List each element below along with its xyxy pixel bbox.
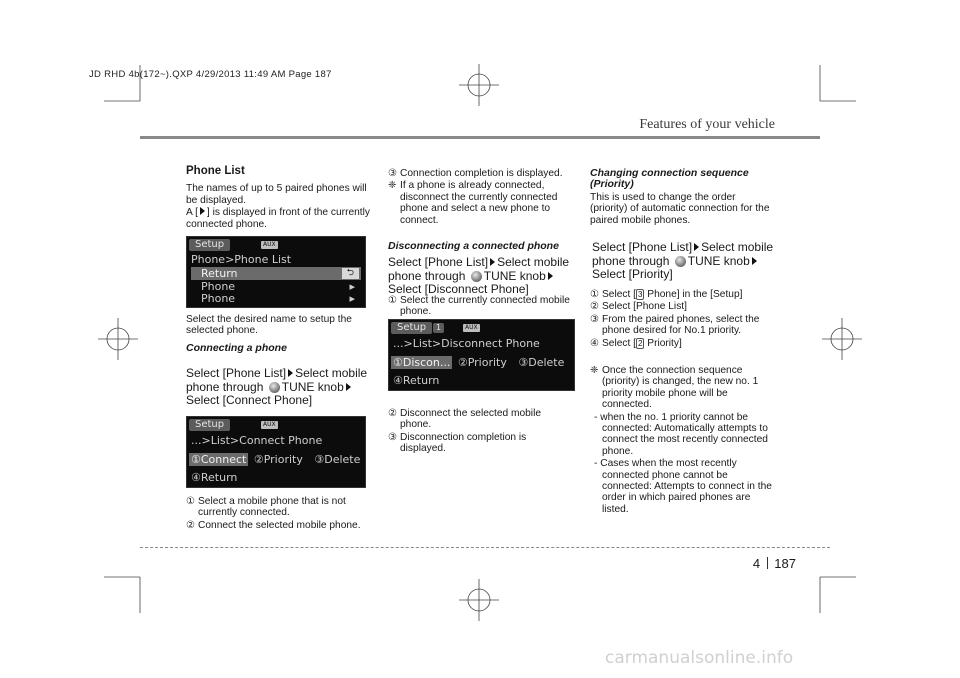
tune-knob-icon (471, 271, 482, 282)
play-arrow-icon (694, 243, 699, 251)
lcd-option-disconnect: ①Discon... (393, 356, 451, 369)
subheading-disconnecting: Disconnecting a connected phone (388, 240, 559, 252)
lcd-options (391, 356, 570, 369)
lcd-option-delete: ③Delete (314, 453, 361, 466)
paragraph: A [ ] is displayed in front of the currently connected phone. (186, 207, 370, 230)
list-item: ③ Connection completion is displayed. (388, 168, 563, 179)
instruction: Select [Phone List] Select mobile phone through TUNE knobSelect [Priority] (592, 240, 774, 282)
section-title: Features of your vehicle (639, 117, 775, 132)
page-number: 4 187 (752, 556, 796, 571)
subheading-priority: Changing connection sequence (Priority) (590, 167, 749, 191)
lcd-path: ...>List>Disconnect Phone (393, 337, 540, 350)
numbered-list (388, 408, 574, 455)
tune-knob-icon (675, 256, 686, 267)
arrow-right-icon: ▸ (349, 280, 355, 293)
lcd-number-badge: 1 (433, 323, 444, 333)
aux-badge: AUX (465, 324, 478, 331)
note: ❈ If a phone is already connected, disconnect the currently connected phone and select a new phone to connect. (388, 180, 558, 226)
dash-item: - when the no. 1 priority cannot be connected: Automatically attempts to connect the most recently connected phone. (594, 411, 768, 457)
numbered-list (590, 289, 774, 349)
lcd-option-priority: ②Priority (253, 453, 303, 466)
play-arrow-icon (288, 369, 293, 377)
list-item: ④ Select [ 2 Priority] (590, 337, 682, 349)
dash-item: - Cases when the most recently connected phone cannot be connected: Attempts to connect in the order in which paired phones are listed. (594, 458, 772, 515)
page-number-divider (767, 557, 768, 569)
note: ❈ Once the connection sequence (priority) is changed, the new no. 1 priority mobile phone will be connected. (590, 365, 759, 411)
list-item: ① Select [ 3 Phone] in the [Setup] (590, 289, 743, 300)
column-1 (186, 165, 372, 531)
tune-knob-icon (269, 382, 280, 393)
lcd-tab: Setup (189, 239, 230, 251)
list-item: ① Select the currently connected mobile phone. (388, 295, 570, 318)
aux-badge: AUX (263, 421, 276, 428)
lcd-option-return: ④Return (191, 471, 238, 484)
return-icon: ⮌ (342, 268, 359, 279)
play-arrow-icon (548, 272, 553, 280)
paragraph: The names of up to 5 paired phones will be displayed. (186, 183, 367, 206)
lcd-option-connect: ①Connect (191, 453, 247, 466)
watermark: carmanualsonline.info (605, 648, 794, 668)
instruction: Select [Phone List] Select mobile phone through TUNE knobSelect [Connect Phone] (186, 366, 368, 408)
lcd-options (189, 453, 361, 466)
play-arrow-icon (490, 258, 495, 266)
lcd-tab: Setup (391, 322, 432, 334)
print-slug: JD RHD 4b(172~).QXP 4/29/2013 11:49 AM Page 187 (89, 69, 332, 80)
column-2 (388, 168, 574, 455)
lcd-path: Phone>Phone List (191, 253, 292, 266)
aux-badge: AUX (263, 241, 276, 248)
paragraph: This is used to change the order (priority) of automatic connection for the paired mobile phones. (590, 191, 770, 226)
footer-dashed-rule (140, 547, 830, 548)
list-item: ② Select [Phone List] (590, 301, 687, 313)
instruction: Select [Phone List] Select mobile phone through TUNE knobSelect [Disconnect Phone] (388, 255, 570, 297)
list-item: ② Connect the selected mobile phone. (186, 519, 361, 531)
paragraph: Select the desired name to setup the selected phone. (186, 314, 352, 337)
arrow-right-icon: ▸ (349, 292, 355, 305)
header-rule (140, 136, 820, 139)
play-arrow-icon (752, 257, 757, 265)
lcd-row-phone: Phone ▸ (201, 280, 355, 293)
list-item: ③ From the paired phones, select the phone desired for No.1 priority. (590, 313, 760, 337)
numbered-list (186, 496, 372, 531)
list-item: ② Disconnect the selected mobile phone. (388, 408, 542, 431)
lcd-screen-phone-list (186, 236, 366, 308)
notes (590, 365, 774, 515)
column-3 (590, 167, 774, 515)
lcd-screen-connect (186, 416, 366, 488)
lcd-screen-disconnect (388, 319, 575, 391)
button-number-badge: 2 (637, 338, 643, 348)
button-number-badge: 3 (637, 290, 643, 299)
heading-phone-list: Phone List (186, 165, 245, 177)
play-arrow-icon (346, 383, 351, 391)
subheading-connecting: Connecting a phone (186, 342, 287, 354)
lcd-row-return: Return ⮌ (191, 267, 361, 280)
list-item: ③ Disconnection completion is displayed. (388, 431, 527, 455)
list-item: ① Select a mobile phone that is not currently connected. (186, 496, 346, 519)
lcd-option-delete: ③Delete (518, 356, 565, 369)
lcd-row-phone: Phone ▸ (201, 292, 355, 305)
lcd-option-priority: ②Priority (457, 356, 507, 369)
lcd-option-return: ④Return (393, 374, 440, 387)
play-arrow-icon (200, 207, 205, 215)
lcd-tab: Setup (189, 419, 230, 431)
lcd-path: ...>List>Connect Phone (191, 434, 323, 447)
